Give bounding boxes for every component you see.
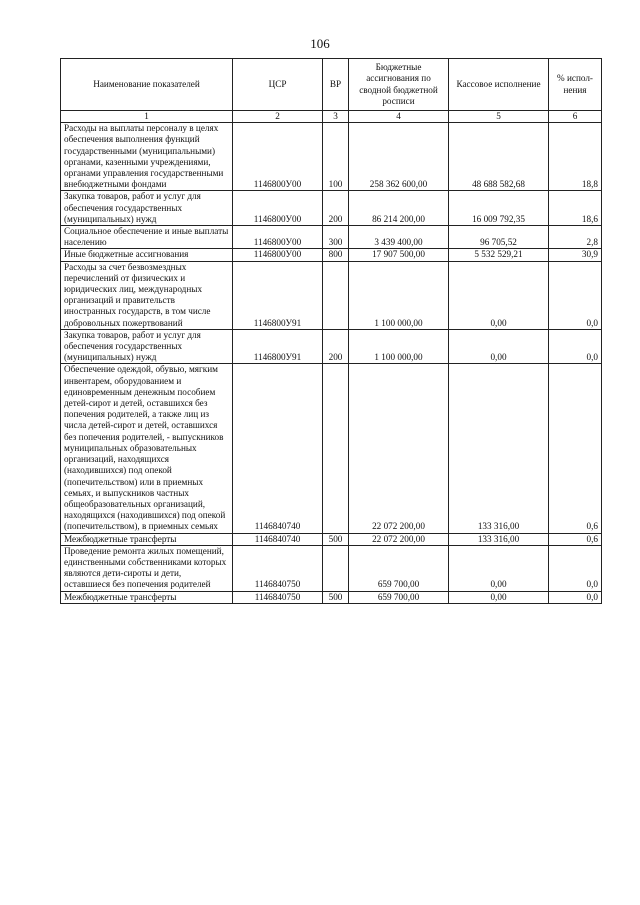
table-row [61, 545, 602, 591]
header-plan: Бюджетные ассигнования по сводной бюджетной росписи [349, 59, 449, 111]
table-row [61, 249, 602, 261]
column-number: 3 [323, 111, 349, 123]
header-row [61, 59, 602, 111]
budget-execution-table [60, 58, 602, 604]
row-csr: 1146800У00 [233, 249, 323, 261]
row-cash: 16 009 792,35 [449, 191, 549, 226]
row-pct: 0,0 [549, 329, 602, 364]
row-vr: 500 [323, 591, 349, 603]
row-csr: 1146800У91 [233, 261, 323, 329]
column-number-row [61, 111, 602, 123]
column-number: 5 [449, 111, 549, 123]
row-name: Закупка товаров, работ и услуг для обеспечения государственных (муниципальных) нужд [61, 329, 233, 364]
row-cash: 0,00 [449, 591, 549, 603]
row-pct: 30,9 [549, 249, 602, 261]
column-number: 1 [61, 111, 233, 123]
row-cash: 5 532 529,21 [449, 249, 549, 261]
row-pct: 2,8 [549, 226, 602, 249]
row-name: Социальное обеспечение и иные выплаты населению [61, 226, 233, 249]
row-csr: 1146800У00 [233, 226, 323, 249]
table-row [61, 226, 602, 249]
row-name: Межбюджетные трансферты [61, 591, 233, 603]
row-vr: 300 [323, 226, 349, 249]
row-vr: 800 [323, 249, 349, 261]
row-csr: 1146800У00 [233, 191, 323, 226]
row-cash: 133 316,00 [449, 533, 549, 545]
row-cash: 96 705,52 [449, 226, 549, 249]
column-number: 6 [549, 111, 602, 123]
row-pct: 0,0 [549, 261, 602, 329]
row-plan: 659 700,00 [349, 545, 449, 591]
table-row [61, 191, 602, 226]
row-pct: 0,6 [549, 533, 602, 545]
row-cash: 133 316,00 [449, 364, 549, 533]
row-name: Расходы за счет безвозмездных перечислений от физических и юридических лиц, международных организаций и правительств иностранных государств, в том числе добровольных пожертвований [61, 261, 233, 329]
header-vr: ВР [323, 59, 349, 111]
row-plan: 3 439 400,00 [349, 226, 449, 249]
table-row [61, 123, 602, 191]
table-row [61, 591, 602, 603]
row-csr: 1146840750 [233, 545, 323, 591]
row-vr: 100 [323, 123, 349, 191]
row-name: Расходы на выплаты персоналу в целях обеспечения выполнения функций государственными (муниципальными) органами, казенными учреждениями, органами управления государственными внебюджетными фондами [61, 123, 233, 191]
row-pct: 0,0 [549, 591, 602, 603]
row-name: Иные бюджетные ассигнования [61, 249, 233, 261]
table-row [61, 533, 602, 545]
header-csr: ЦСР [233, 59, 323, 111]
row-csr: 1146800У00 [233, 123, 323, 191]
header-pct: % испол-нения [549, 59, 602, 111]
row-plan: 258 362 600,00 [349, 123, 449, 191]
row-csr: 1146800У91 [233, 329, 323, 364]
header-cash: Кассовое исполнение [449, 59, 549, 111]
row-pct: 0,6 [549, 364, 602, 533]
row-pct: 0,0 [549, 545, 602, 591]
page-number: 106 [310, 36, 330, 51]
row-cash: 0,00 [449, 545, 549, 591]
column-number: 4 [349, 111, 449, 123]
row-pct: 18,8 [549, 123, 602, 191]
table-row [61, 364, 602, 533]
row-cash: 48 688 582,68 [449, 123, 549, 191]
row-cash: 0,00 [449, 329, 549, 364]
row-vr [323, 545, 349, 591]
row-csr: 1146840750 [233, 591, 323, 603]
header-name: Наименование показателей [61, 59, 233, 111]
row-plan: 86 214 200,00 [349, 191, 449, 226]
row-vr: 500 [323, 533, 349, 545]
column-number: 2 [233, 111, 323, 123]
row-vr [323, 364, 349, 533]
row-plan: 659 700,00 [349, 591, 449, 603]
row-name: Проведение ремонта жилых помещений, единственными собственниками которых являются дети-сироты и дети, оставшиеся без попечения родителей [61, 545, 233, 591]
row-plan: 22 072 200,00 [349, 533, 449, 545]
row-plan: 17 907 500,00 [349, 249, 449, 261]
row-name: Межбюджетные трансферты [61, 533, 233, 545]
row-vr [323, 261, 349, 329]
row-plan: 1 100 000,00 [349, 261, 449, 329]
row-vr: 200 [323, 329, 349, 364]
row-cash: 0,00 [449, 261, 549, 329]
table-row [61, 261, 602, 329]
table-row [61, 329, 602, 364]
row-name: Закупка товаров, работ и услуг для обеспечения государственных (муниципальных) нужд [61, 191, 233, 226]
row-pct: 18,6 [549, 191, 602, 226]
row-plan: 1 100 000,00 [349, 329, 449, 364]
row-csr: 1146840740 [233, 364, 323, 533]
row-plan: 22 072 200,00 [349, 364, 449, 533]
row-vr: 200 [323, 191, 349, 226]
row-name: Обеспечение одеждой, обувью, мягким инвентарем, оборудованием и единовременным денежным пособием детей-сирот и детей, оставшихся без попечения родителей, а также лиц из числа детей-сирот и детей, оставшихся без попечения родителей, - выпускников муниципальных образовательных организаций, находящихся (находившихся) под опекой (попечительством) или в приемных семьях, и выпускников частных общеобразовательных организаций, находящихся (находившихся) под опекой (попечительством), в приемных семьях [61, 364, 233, 533]
row-csr: 1146840740 [233, 533, 323, 545]
